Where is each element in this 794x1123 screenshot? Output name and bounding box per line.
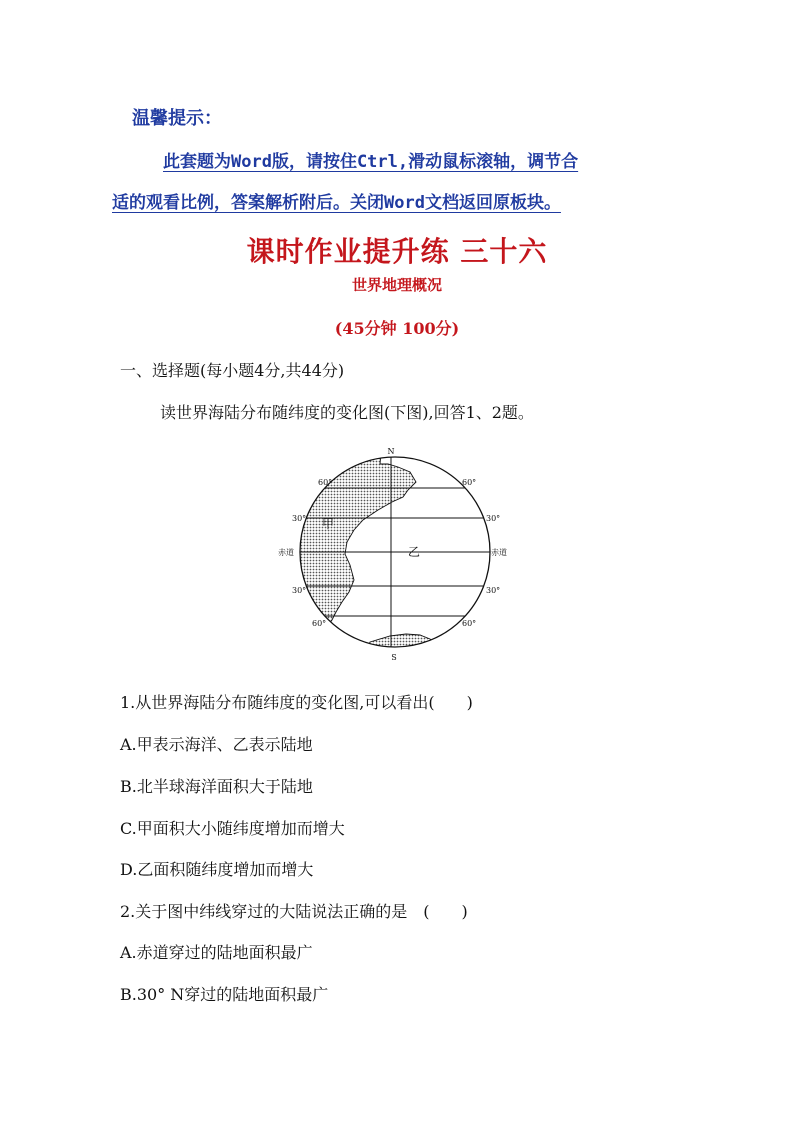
land-area-antarctica [360,634,440,666]
yi-label: 乙 [408,545,421,559]
lat60s-left-label: 60° [312,619,327,628]
jia-label: 甲 [322,517,335,531]
tip-heading: 温馨提示： [132,108,222,129]
question-1-option-d: D.乙面积随纬度增加而增大 [120,860,314,879]
tip-line-1: 此套题为Word版，请按住Ctrl,滑动鼠标滚轴，调节合 [163,152,579,172]
lat30n-left-label: 30° [292,514,307,523]
page-subtitle: 世界地理概况 [351,276,442,294]
page-title: 课时作业提升练 三十六 [246,235,548,268]
land-sea-latitude-diagram [270,442,530,666]
north-label: N [387,447,395,456]
section-heading: 一、选择题(每小题4分,共44分) [120,361,345,380]
equator-left-label: 赤道 [278,548,294,557]
question-1-option-b: B.北半球海洋面积大于陆地 [120,777,313,796]
question-2-option-a: A.赤道穿过的陆地面积最广 [120,943,313,962]
time-score: (45分钟 100分) [334,319,460,338]
question-1-stem: 1.从世界海陆分布随纬度的变化图,可以看出( ) [120,693,473,712]
lat60n-right-label: 60° [462,478,477,487]
lat60s-right-label: 60° [462,619,477,628]
lat60n-left-label: 60° [318,478,333,487]
equator-right-label: 赤道 [491,548,507,557]
lat30s-right-label: 30° [486,586,501,595]
question-intro: 读世界海陆分布随纬度的变化图(下图),回答1、2题。 [160,403,534,422]
question-1-option-c: C.甲面积大小随纬度增加而增大 [120,819,345,838]
lat30s-left-label: 30° [292,586,307,595]
question-2-stem: 2.关于图中纬线穿过的大陆说法正确的是 ( ) [120,902,468,921]
question-2-option-b: B.30° N穿过的陆地面积最广 [120,985,329,1004]
lat30n-right-label: 30° [486,514,501,523]
tip-line-2: 适的观看比例，答案解析附后。关闭Word文档返回原板块。 [112,193,561,213]
question-1-option-a: A.甲表示海洋、乙表示陆地 [120,735,313,754]
south-label: S [391,653,397,662]
